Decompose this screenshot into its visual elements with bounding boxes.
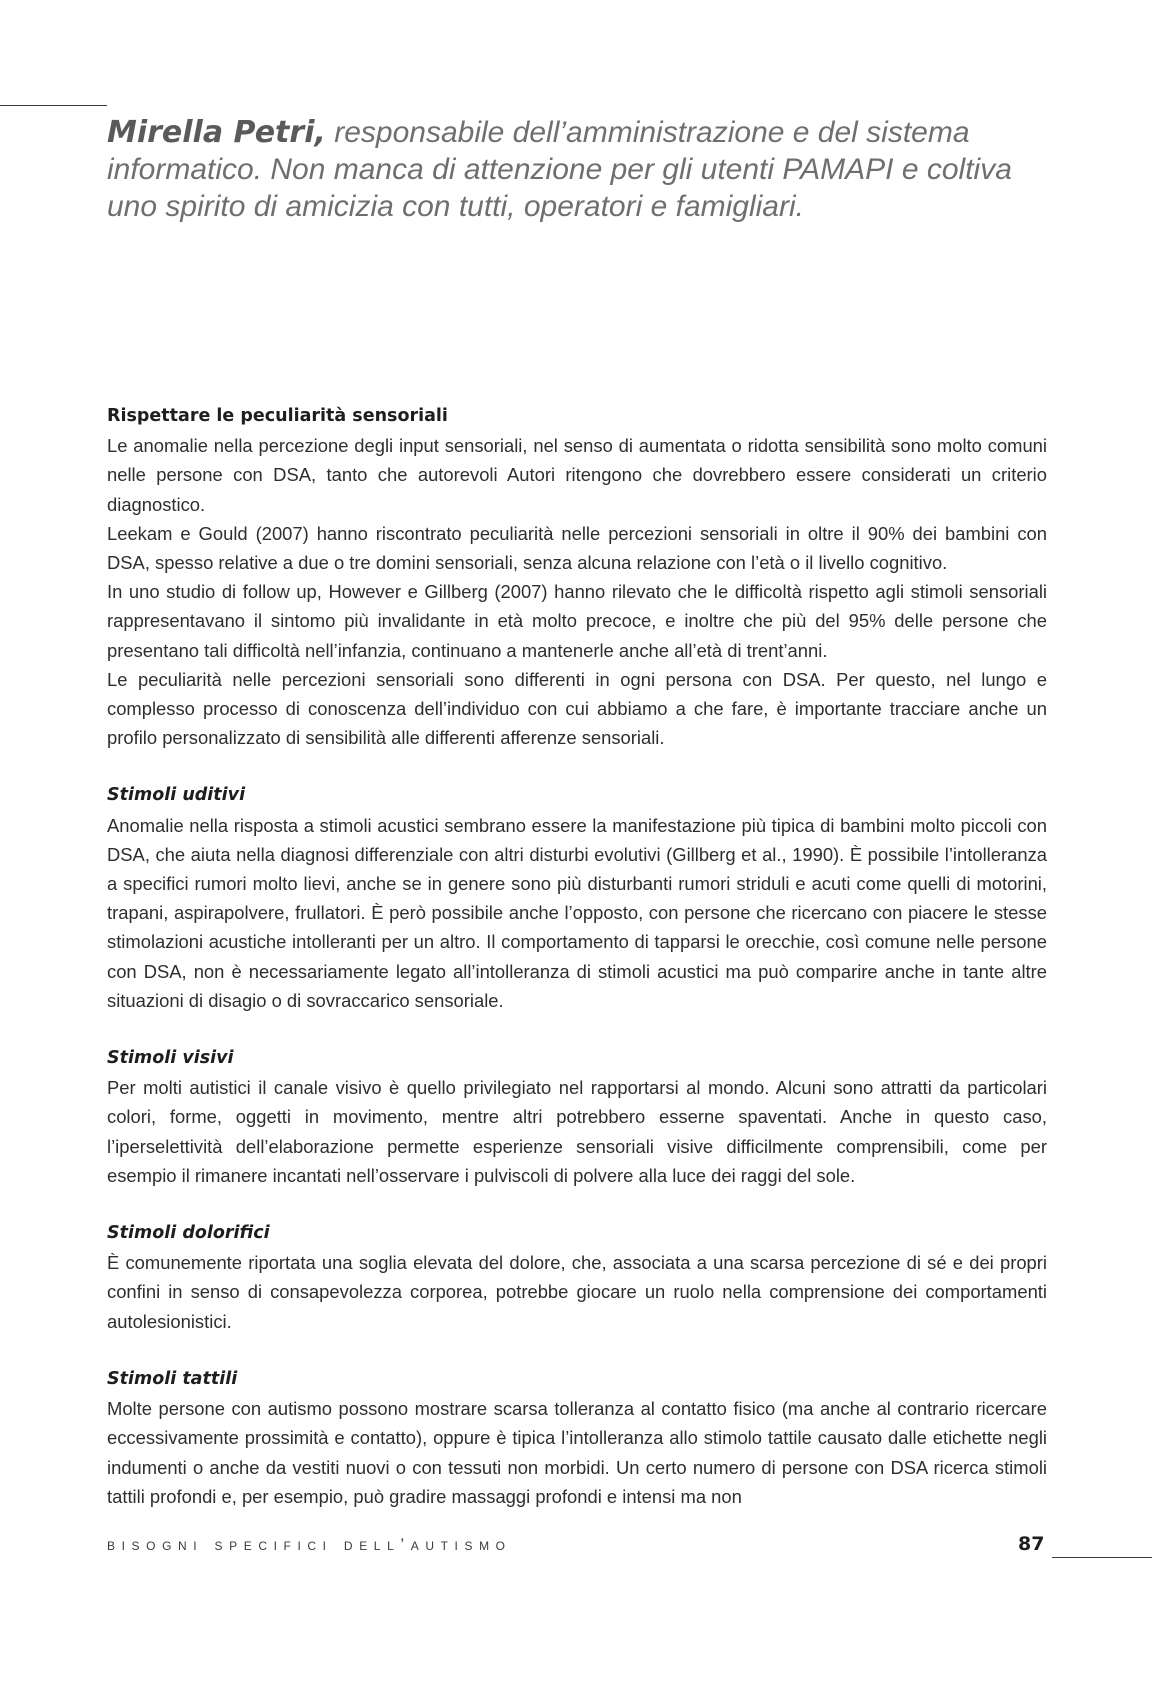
section-paragraph-4: Le peculiarità nelle percezioni sensoriali sono differenti in ogni persona con DSA. Per questo, nel lungo e complesso processo di conoscenza dell’individuo con cui abbiamo a che fare, è importante tracciare anche un profilo personalizzato di sensibilità alle differenti afferenze sensoriali.	[107, 668, 1047, 749]
main-content	[107, 402, 1047, 1511]
bottom-rule	[1052, 1557, 1152, 1558]
section-paragraph-2: Leekam e Gould (2007) hanno riscontrato peculiarità nelle percezioni sensoriali in oltre il 90% dei bambini con DSA, spesso relative a due o tre domini sensoriali, senza alcuna relazione con l’età o il livello cognitivo.	[107, 522, 1047, 574]
section-heading: Rispettare le peculiarità sensoriali	[107, 406, 448, 426]
page-number: 87	[1018, 1533, 1045, 1555]
subsection-text-visivi: Per molti autistici il canale visivo è quello privilegiato nel rapportarsi al mondo. Alcuni sono attratti da particolari colori, forme, oggetti in movimento, mentre altri potrebbero esserne spaventati. Anche in questo caso, l’iperselettività dell’elaborazione permette esperienze sensoriali visive difficilmente comprensibili, come per esempio il rimanere incantati nell’osservare i pulviscoli di polvere alla luce dei raggi del sole.	[107, 1077, 1047, 1186]
subsection-text-tattili: Molte persone con autismo possono mostrare scarsa tolleranza al contatto fisico (ma anche al contrario ricercare eccessivamente prossimità e contatto), oppure è tipica l’intolleranza allo stimolo tattile causato dalle etichette negli indumenti o anche da vestiti nuovi o con tessuti non morbidi. Un certo numero di persone con DSA ricerca stimoli tattili profondi e, per esempio, può gradire massaggi profondi e intensi ma non	[107, 1398, 1047, 1507]
subsection-heading-dolorifici: Stimoli dolorifici	[107, 1223, 270, 1244]
subsection-heading-uditivi: Stimoli uditivi	[107, 785, 246, 806]
section-paragraph-3: In uno studio di follow up, However e Gillberg (2007) hanno rilevato che le difficoltà rispetto agli stimoli sensoriali rappresentavano il sintomo più invalidante in età molto precoce, e inoltre che più del 95% delle persone che presentano tali difficoltà nell’infanzia, continuano a mantenerle anche all’età di trent’anni.	[107, 581, 1047, 661]
subsection-heading-visivi: Stimoli visivi	[107, 1048, 234, 1069]
intro-text: responsabile dell’amministrazione e del sistema informatico. Non manca di attenzione per gli utenti PAMAPI e coltiva uno spirito di amicizia con tutti, operatori e famigliari.	[107, 116, 1012, 223]
running-footer-title: bisogni specifici dell’autismo	[107, 1535, 512, 1554]
section-paragraph-1: Le anomalie nella percezione degli input sensoriali, nel senso di aumentata o ridotta sensibilità sono molto comuni nelle persone con DSA, tanto che autorevoli Autori ritengono che dovrebbero essere considerati un criterio diagnostico.	[107, 435, 1047, 515]
subsection-text-uditivi: Anomalie nella risposta a stimoli acustici sembrano essere la manifestazione più tipica di bambini molto piccoli con DSA, che aiuta nella diagnosi differenziale con altri disturbi evolutivi (Gillberg et al., 1990). È possibile l’intolleranza a specifici rumori molto lievi, anche se in genere sono più disturbanti rumori striduli e acuti come quelli di motorini, trapani, aspirapolvere, frullatori. È però possibile anche l’opposto, con persone che ricercano con piacere le stesse stimolazioni acustiche intolleranti per un altro. Il comportamento di tapparsi le orecchie, così comune nelle persone con DSA, non è necessariamente legato all’intolleranza di stimoli acustici ma può comparire anche in tante altre situazioni di disagio o di sovraccarico sensoriale.	[107, 814, 1047, 1011]
intro-name: Mirella Petri,	[107, 115, 326, 150]
top-rule	[0, 105, 107, 106]
subsection-text-dolorifici: È comunemente riportata una soglia elevata del dolore, che, associata a una scarsa percezione di sé e dei propri confini in senso di consapevolezza corporea, potrebbe giocare un ruolo nella comprensione dei comportamenti autolesionistici.	[107, 1252, 1047, 1332]
intro-paragraph	[107, 114, 1067, 225]
subsection-heading-tattili: Stimoli tattili	[107, 1368, 238, 1389]
